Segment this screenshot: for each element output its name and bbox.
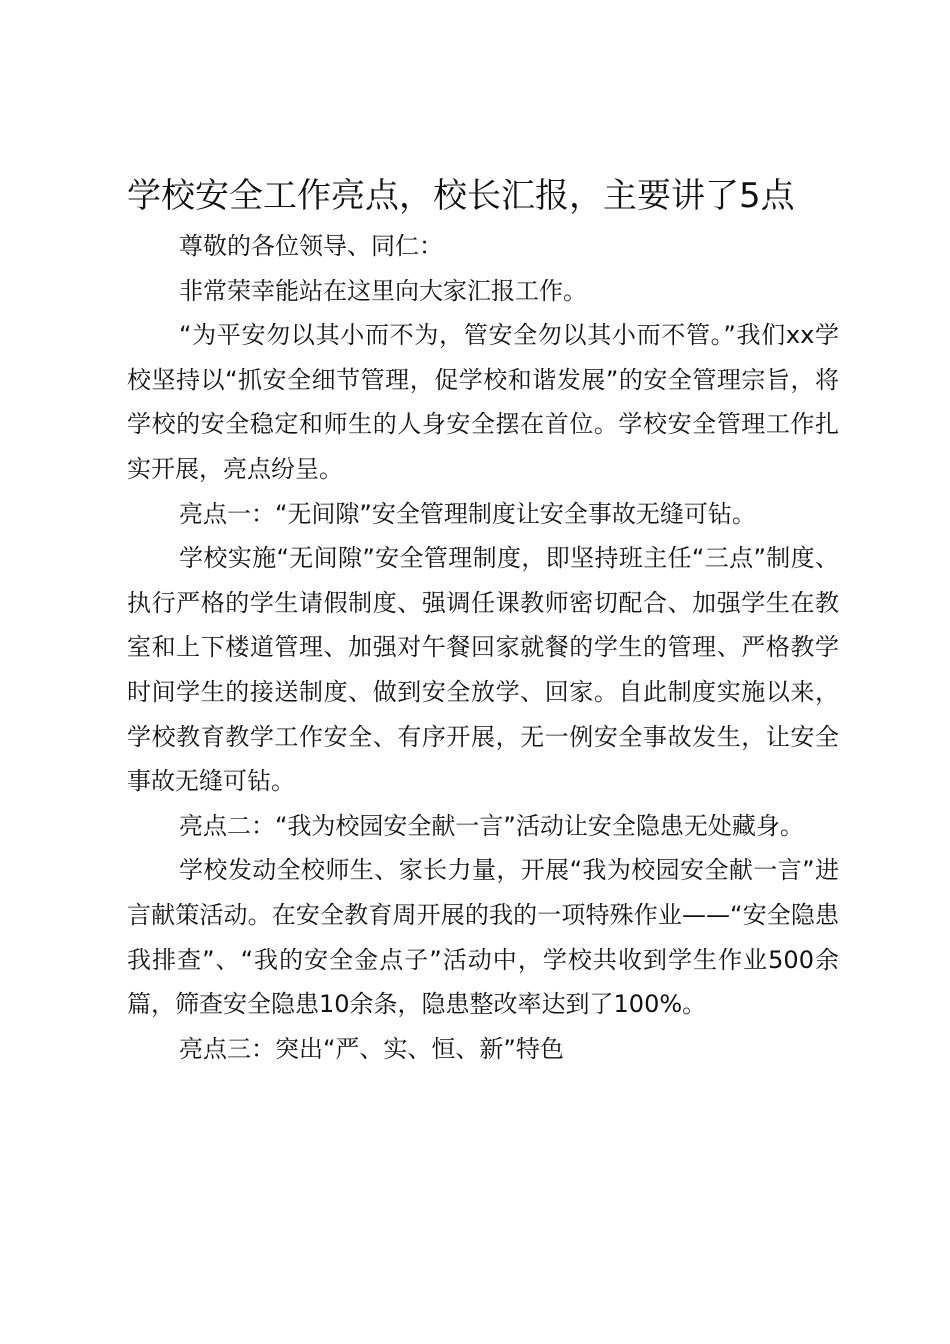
highlight-one-body: 学校实施“无间隙”安全管理制度，即坚持班主任“三点”制度、执行严格的学生请假制度、强调任课教师密切配合、加强学生在教室和上下楼道管理、加强对午餐回家就餐的学生的管理、严格教学时间学生的接送制度、做到安全放学、回家。自此制度实施以来，学校教育教学工作安全、有序开展，无一例安全事故发生，让安全事故无缝可钻。 (127, 544, 839, 796)
intro-paragraph: 非常荣幸能站在这里向大家汇报工作。 (179, 276, 587, 305)
document-title: 学校安全工作亮点，校长汇报，主要讲了5点 (127, 176, 795, 216)
highlight-one-heading: 亮点一：“无间隙”安全管理制度让安全事故无缝可钻。 (179, 499, 756, 528)
highlight-three-heading: 亮点三：突出“严、实、恒、新”特色 (179, 1034, 564, 1063)
greeting-paragraph: 尊敬的各位领导、同仁： (179, 232, 443, 260)
document-page (127, 172, 839, 1071)
highlight-two-heading: 亮点二：“我为校园安全献一言”活动让安全隐患无处藏身。 (179, 811, 804, 840)
mission-paragraph: “为平安勿以其小而不为，管安全勿以其小而不管。”我们xx学校坚持以“抓安全细节管理，促学校和谐发展”的安全管理宗旨，将学校的安全稳定和师生的人身安全摆在首位。学校安全管理工作扎实开展，亮点纷呈。 (127, 321, 839, 483)
highlight-two-body: 学校发动全校师生、家长力量，开展“我为校园安全献一言”进言献策活动。在安全教育周开展的我的一项特殊作业——“安全隐患我排查”、“我的安全金点子”活动中，学校共收到学生作业500余篇，筛查安全隐患10余条，隐患整改率达到了100%。 (127, 856, 839, 1019)
